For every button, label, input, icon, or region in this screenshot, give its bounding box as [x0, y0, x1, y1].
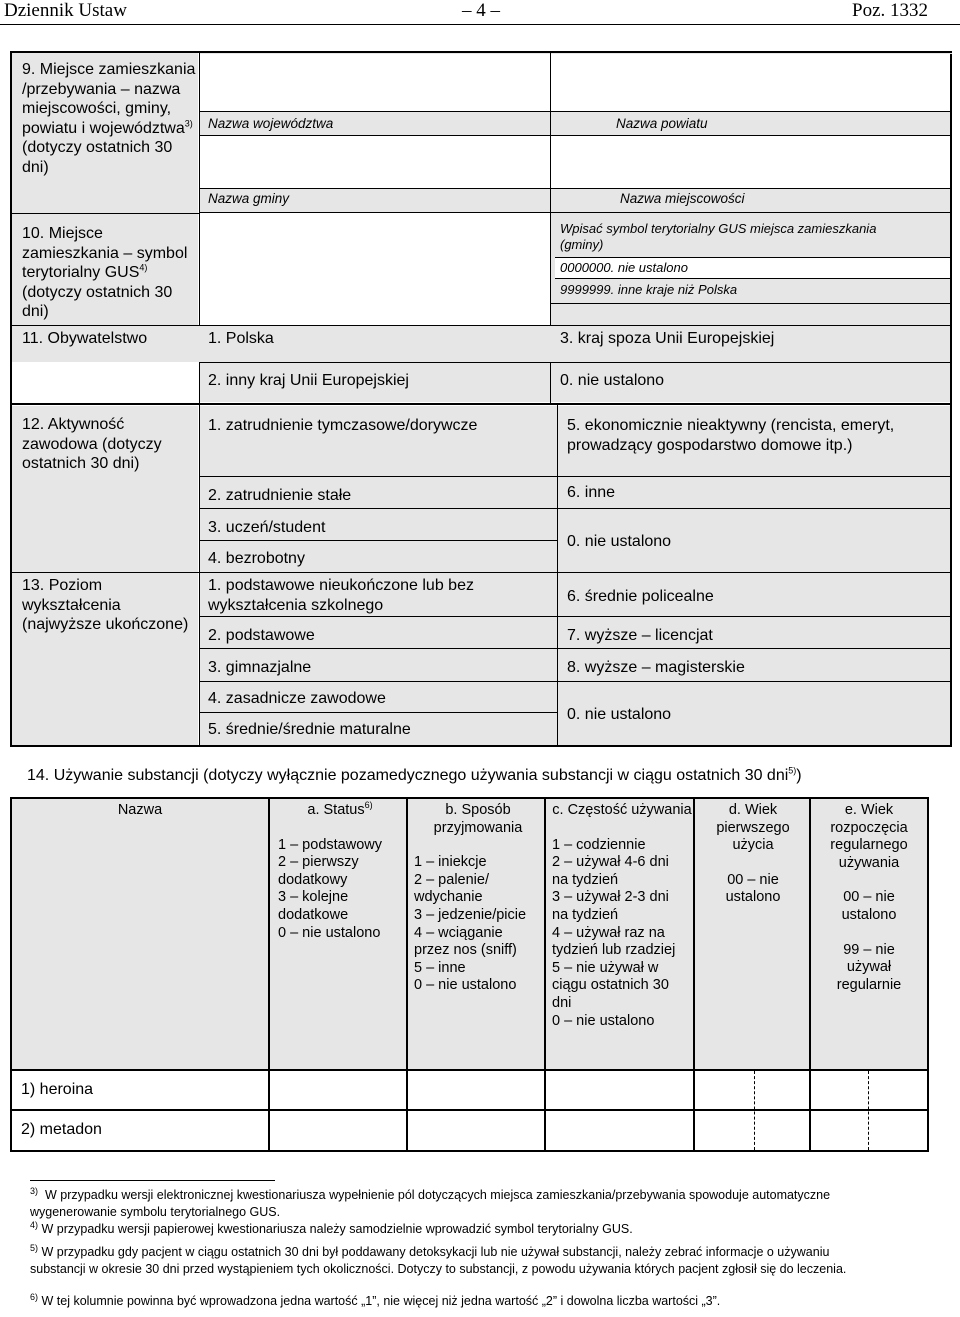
- col-b-opt-3: 3 – jedzenie/picie: [414, 906, 527, 923]
- col-c-opt-5: 5 – nie używał w ciągu ostatnich 30 dni: [552, 959, 669, 1011]
- col-c-opt-2: 2 – używał 4-6 dni na tydzień: [552, 854, 669, 888]
- s13-opt-7[interactable]: 7. wyższe – licencjat: [567, 627, 713, 644]
- s12-label: 12. Aktywność zawodowa (dotyczy ostatnich 30 dni): [22, 416, 162, 472]
- col-b-opt-1: 1 – iniekcje: [414, 854, 487, 871]
- col-e-header: e. Wiek rozpoczęcia regularnego używania 00 – nie ustalono 99 – nie używał regularnie: [812, 802, 926, 994]
- s12-opt-0[interactable]: 0. nie ustalono: [567, 533, 672, 550]
- col-a-opt-2: 2 – pierwszy dodatkowy: [278, 854, 359, 888]
- s11-opt-2[interactable]: 2. inny kraj Unii Europejskiej: [208, 372, 409, 389]
- s11-opt-3[interactable]: 3. kraj spoza Unii Europejskiej: [560, 330, 775, 347]
- header-rule: [0, 24, 960, 25]
- col-c-header: c. Częstość używania 1 – codziennie 2 – używał 4-6 dni na tydzień 3 – używał 2-3 dni na tydzień 4 – używał raz na tydzień lub rzadziej 5 – nie używał w ciągu ostatnich 30 dni 0 – nie ustalono: [552, 802, 692, 1029]
- col-c-opt-4: 4 – używał raz na tydzień lub rzadziej: [552, 924, 676, 959]
- col-b-opt-5: 5 – inne: [414, 959, 466, 976]
- s12-opt-1[interactable]: 1. zatrudnienie tymczasowe/dorywcze: [208, 417, 478, 434]
- s13-opt-8[interactable]: 8. wyższe – magisterskie: [567, 659, 745, 676]
- col-c-opt-0: 0 – nie ustalono: [552, 1012, 655, 1029]
- col-b-opt-2: 2 – palenie/ wdychanie: [414, 871, 489, 906]
- wojewodztwo-label: Nazwa województwa: [208, 116, 334, 131]
- col-b-opt-4: 4 – wciąganie przez nos (sniff): [414, 924, 517, 959]
- col-a-opt-0: 0 – nie ustalono: [278, 924, 381, 941]
- s13-label: 13. Poziom wykształcenia (najwyższe ukończone): [22, 577, 189, 633]
- col-d-header: d. Wiek pierwszego użycia 00 – nie ustalono: [698, 802, 808, 907]
- s14-title: 14. Używanie substancji (dotyczy wyłącznie pozamedycznego używania substancji w ciągu ostatnich 30 dni$^{5)}$): [27, 765, 802, 784]
- s13-opt-4[interactable]: 4. zasadnicze zawodowe: [208, 690, 386, 707]
- gus-opt-unknown[interactable]: 0000000. nie ustalono: [560, 260, 688, 275]
- powiat-field[interactable]: [552, 137, 949, 187]
- miejscowosc-label: Nazwa miejscowości: [620, 191, 745, 206]
- col-b-header: b. Sposób przyjmowania 1 – iniekcje 2 – palenie/ wdychanie 3 – jedzenie/picie 4 – wciąganie przez nos (sniff) 5 – inne 0 – nie ustalono: [414, 802, 542, 995]
- footnote-6: $^{6)}$ W tej kolumnie powinna być wprowadzona jedna wartość „1”, nie więcej niż jedna wartość „2” i dowolna liczba wartości „3”.: [30, 1291, 721, 1308]
- s13-opt-2[interactable]: 2. podstawowe: [208, 627, 315, 644]
- s12-opt-6[interactable]: 6. inne: [567, 484, 616, 501]
- powiat-label: Nazwa powiatu: [616, 116, 708, 131]
- footnote-rule: [30, 1180, 275, 1181]
- footnote-5: $^{5)}$ W przypadku gdy pacjent w ciągu ostatnich 30 dni był poddawany detoksykacji lub nie używał substancji, należy zebrać informacje o używaniu substancji w okresie 30 dni przed wystąpieniem tych okoliczności. Dotyczy to substancji, z powodu używania których pacjent zgłosił się do leczenia.: [30, 1242, 847, 1276]
- s13-opt-6[interactable]: 6. średnie policealne: [567, 588, 714, 605]
- gus-opt-abroad[interactable]: 9999999. inne kraje niż Polska: [560, 282, 738, 297]
- s12-opt-4[interactable]: 4. bezrobotny: [208, 550, 305, 567]
- s13-opt-3[interactable]: 3. gimnazjalne: [208, 659, 312, 676]
- substance-table: [10, 797, 929, 1152]
- gus-instruction: Wpisać symbol terytorialny GUS miejsca zamieszkania (gminy): [560, 221, 877, 252]
- s13-opt-5[interactable]: 5. średnie/średnie maturalne: [208, 721, 411, 738]
- row-heroina: 1) heroina: [21, 1081, 94, 1098]
- col-c-opt-1: 1 – codziennie: [552, 836, 646, 853]
- s13-opt-0[interactable]: 0. nie ustalono: [567, 706, 672, 723]
- s11-opt-0[interactable]: 0. nie ustalono: [560, 372, 665, 389]
- wojewodztwo-field[interactable]: [201, 137, 549, 187]
- gmina-label: Nazwa gminy: [208, 191, 290, 206]
- s11-opt-1[interactable]: 1. Polska: [208, 330, 274, 347]
- col-a-header: a. Status$^{6)}$ 1 – podstawowy 2 – pierwszy dodatkowy 3 – kolejne dodatkowe 0 – nie ustalono: [276, 802, 404, 942]
- col-e-opt-0: 00 – nie ustalono: [841, 889, 897, 923]
- page-number: – 4 –: [462, 0, 500, 21]
- col-e-opt-99: 99 – nie używał regularnie: [836, 941, 902, 993]
- col-b-opt-0: 0 – nie ustalono: [414, 977, 517, 994]
- col-nazwa-header: Nazwa: [117, 802, 163, 818]
- col-a-opt-3: 3 – kolejne dodatkowe: [278, 889, 349, 923]
- s9-label: 9. Miejsce zamieszkania /przebywania – nazwa miejscowości, gminy, powiatu i województwa$^{3)}$ (dotyczy ostatnich 30 dni): [22, 61, 196, 176]
- s13-opt-1[interactable]: 1. podstawowe nieukończone lub bez wykształcenia szkolnego: [208, 577, 474, 614]
- s11-label: 11. Obywatelstwo: [22, 330, 148, 347]
- gmina-field[interactable]: [201, 214, 549, 324]
- col-d-opt-0: 00 – nie ustalono: [725, 871, 781, 906]
- s12-opt-3[interactable]: 3. uczeń/student: [208, 519, 326, 536]
- footnote-4: $^{4)}$ W przypadku wersji papierowej kwestionariusza należy samodzielnie wprowadzić symbol terytorialny GUS.: [30, 1219, 633, 1236]
- col-c-opt-3: 3 – używał 2-3 dni na tydzień: [552, 889, 669, 923]
- position-number: Poz. 1332: [852, 0, 928, 21]
- journal-name: Dziennik Ustaw: [4, 0, 127, 21]
- col-a-opt-1: 1 – podstawowy: [278, 836, 382, 853]
- footnote-3: $^{3)}$ W przypadku wersji elektronicznej kwestionariusza wypełnienie pól dotyczących miejsca zamieszkania/przebywania spowoduje automatyczne wygenerowanie symbolu terytorialnego GUS.: [30, 1185, 831, 1219]
- row-metadon: 2) metadon: [21, 1121, 102, 1138]
- s10-label: 10. Miejsce zamieszkania – symbol terytorialny GUS$^{4)}$ (dotyczy ostatnich 30 dni): [22, 225, 188, 320]
- s12-opt-2[interactable]: 2. zatrudnienie stałe: [208, 487, 352, 504]
- s12-opt-5[interactable]: 5. ekonomicznie nieaktywny (rencista, emeryt, prowadzący gospodarstwo domowe itp.): [567, 417, 895, 454]
- personal-data-form: [10, 51, 952, 747]
